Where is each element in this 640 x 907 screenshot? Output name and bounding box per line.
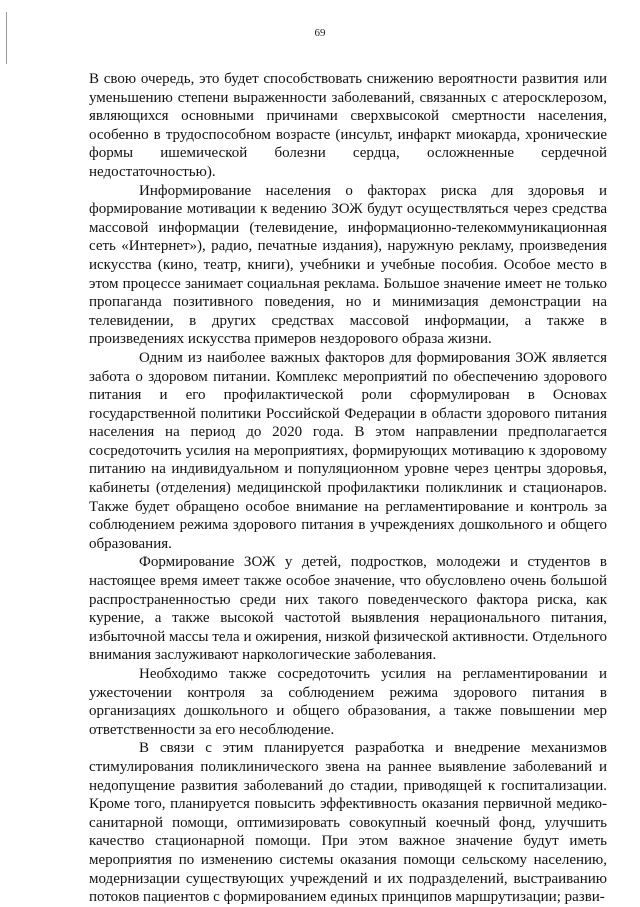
body-text bbox=[89, 70, 607, 907]
paragraph: В связи с этим планируется разработка и внедрение механизмов стимулирования поликлинического звена на раннее выявление заболеваний и недопущение развития заболеваний до стадии, приводящей к госпитализации. Кроме того, планируется повысить эффективность оказания первичной медико-санитарной помощи, оптимизировать совокупный коечный фонд, улучшить качество стационарной помощи. При этом важное значение будут иметь мероприятия по изменению системы оказания помощи сельскому населению, модернизации существующих учреждений и их подразделений, выстраиванию потоков пациентов с формированием единых принципов маршрутизации; разви- bbox=[89, 740, 607, 906]
page-number: 69 bbox=[314, 27, 326, 39]
paragraph: Информирование населения о факторах риска для здоровья и формирование мотивации к ведению ЗОЖ будут осуществляться через средства массовой информации (телевидение, информационно-телекоммуникационная сеть «Интернет»), радио, печатные издания), наружную рекламу, произведения искусства (кино, театр, книги), учебники и учебные пособия. Особое место в этом процессе занимает социальная реклама. Большое значение имеет не только пропаганда позитивного поведения, но и минимизация демонстрации на телевидении, в других средствах массовой информации, а также в произведениях искусства примеров нездорового образа жизни. bbox=[89, 182, 607, 348]
paragraph: Необходимо также сосредоточить усилия на регламентировании и ужесточении контроля за соблюдением режима здорового питания в организациях дошкольного и общего образования, а также повышении мер ответственности за его несоблюдение. bbox=[89, 666, 607, 738]
paragraph: Одним из наиболее важных факторов для формирования ЗОЖ является забота о здоровом питании. Комплекс мероприятий по обеспечению здорового питания и его профилактической роли сформулирован в Основах государственной политики Российской Федерации в области здорового питания населения на период до 2020 года. В этом направлении предполагается сосредоточить усилия на мероприятиях, формирующих мотивацию к здоровому питанию на индивидуальном и популяционном уровне через центры здоровья, кабинеты (отделения) медицинской профилактики поликлиник и стационаров. Также будет обращено особое внимание на регламентирование и контроль за соблюдением режима здорового питания в учреждениях дошкольного и общего образования. bbox=[89, 349, 607, 552]
paragraph: Формирование ЗОЖ у детей, подростков, молодежи и студентов в настоящее время имеет также особое значение, что обусловлено очень большой распространенностью среди них такого поведенческого фактора риска, как курение, а также высокой частотой выявления нерационального питания, избыточной массы тела и ожирения, низкой физической активности. Отдельного внимания заслуживают наркологические заболевания. bbox=[89, 554, 607, 664]
paragraph: В свою очередь, это будет способствовать снижению вероятности развития или уменьшению степени выраженности заболеваний, связанных с атеросклерозом, являющихся основными причинами сверхвысокой смертности населения, особенно в трудоспособном возрасте (инсульт, инфаркт миокарда, хронические формы ишемической болезни сердца, осложненные сердечной недостаточностью). bbox=[89, 71, 607, 180]
